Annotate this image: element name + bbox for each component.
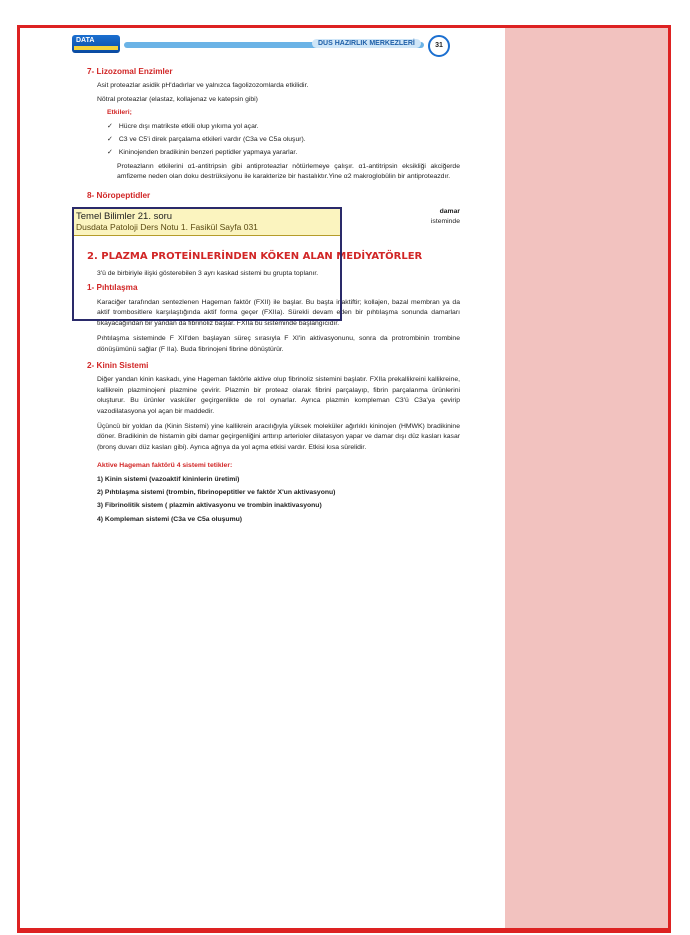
- page-number: 31: [428, 35, 450, 57]
- paragraph: Diğer yandan kinin kaskadı, yine Hageman faktörle aktive olup fibrinoliz sistemini başlatır. FXIIa prekallikreini kallikreine, kallikrein plazminojeni plazmine çevirir. Plazmin bir proteaz olarak fibrini parçalayıp, fibrin parçalanma ürünlerini oluşturur. Bu ürünler vasküler geçirgenlikte de rol oynarlar. Ayrıca plazmin kompleman C3'ü C3a'ya çevirip vazodilatasyona yol açan bir maddedir.: [97, 376, 460, 415]
- list-title: Aktive Hageman faktörü 4 sistemi tetikler:: [97, 462, 233, 470]
- section-8-title: 8- Nöropeptidler: [87, 190, 151, 200]
- logo-text: DATA: [76, 37, 95, 44]
- partial-text: isteminde: [430, 218, 460, 226]
- annotation-line-2: Dusdata Patoloji Ders Notu 1. Fasikül Sayfa 031: [76, 222, 258, 232]
- list-item: ✓ Hücre dışı matrikste etkili olup yıkıma yol açar.: [87, 122, 460, 132]
- section-7-title: 7- Lizozomal Enzimler: [87, 67, 173, 76]
- paragraph: Asit proteazlar asidik pH'dadırlar ve yalnızca fagolizozomlarda etkilidir.: [97, 82, 309, 90]
- list-item: ✓ C3 ve C5'i direk parçalama etkileri vardır (C3a ve C5a oluşur).: [87, 135, 460, 145]
- main-section-title: 2. PLAZMA PROTEİNLERİNDEN KÖKEN ALAN MEDİYATÖRLER: [87, 251, 423, 263]
- partial-text: damar: [439, 208, 460, 216]
- annotation-box: [72, 207, 342, 321]
- paragraph: Pıhtılaşma sisteminde F XII'den başlayan süreç sırasıyla F XI'in aktivasyonunu, sonra da protrombinin trombine dönüşümünü sağlar (F IIa). Buda fibrinojeni fibrine dönüştürür.: [97, 335, 460, 353]
- list-item: 4) Kompleman sistemi (C3a ve C5a oluşumu): [97, 515, 243, 523]
- list-item: 1) Kinin sistemi (vazoaktif kininlerin üretimi): [97, 475, 240, 483]
- paragraph: Üçüncü bir yoldan da (Kinin Sistemi) yine kallikrein aracılığıyla yüksek moleküler ağırlıklı kininojen (HMWK) bradikinine döner. Bradikinin de histamin gibi damar geçirgenliğini arttırıp arterioler dilatasyon yapar ve damar dışı düz kasları kasar (bronş duvarı düz kasları gibi). Ayrıca ağrıya da yol açma etkisi vardır. Etkisi kısa sürelidir.: [97, 422, 460, 451]
- list-item: ✓ Kininojenden bradikinin benzeri peptidler yapmaya yararlar.: [87, 148, 460, 158]
- paragraph: Karaciğer tarafından sentezlenen Hageman faktör (FXII) ile başlar. Bu başta inaktiftir; kollajen, bazal membran ya da aktif trombositlere karşılaştığında aktif forma geçer (FXIIa). Sürekli devam eden bir pıhtılaşma sonunda damarları tıkayacağından bir yandan da fibrinoliz başlar. FXIIa bu sisteminde başlangıcıdır.: [97, 298, 460, 327]
- effects-label: Etkileri;: [107, 109, 132, 117]
- annotation-note: [74, 209, 340, 236]
- subsection-2-title: 2- Kinin Sistemi: [87, 360, 149, 370]
- page-header: [72, 35, 445, 55]
- dusdata-logo: [72, 35, 120, 53]
- list-item: 2) Pıhtılaşma sistemi (trombin, fibrinopeptitler ve faktör X'un aktivasyonu): [97, 488, 336, 496]
- annotation-line-1: Temel Bilimler 21. soru: [76, 211, 173, 222]
- subsection-1-title: 1- Pıhtılaşma: [87, 283, 138, 293]
- side-panel: [505, 28, 668, 928]
- paragraph: Nötral proteazlar (elastaz, kollajenaz ve katepsin gibi): [97, 95, 258, 103]
- list-item: 3) Fibrinolitik sistem ( plazmin aktivasyonu ve trombin inaktivasyonu): [97, 502, 322, 510]
- header-title: DUS HAZIRLIK MERKEZLERİ: [312, 39, 421, 48]
- paragraph: 3'ü de birbiriyle ilişki gösterebilen 3 ayrı kaskad sistemi bu grupta toplanır.: [97, 270, 319, 278]
- paragraph: Proteazların etkilerini α1-antitripsin gibi antiproteazlar nötürlemeye çalışır. α1-antitripsin eksikliği akciğerde amfizeme neden olan doku destrüksiyonu ile karakterize bir hastalıktır.Yine α2 makroglobülin bir antiproteazdır.: [117, 162, 460, 181]
